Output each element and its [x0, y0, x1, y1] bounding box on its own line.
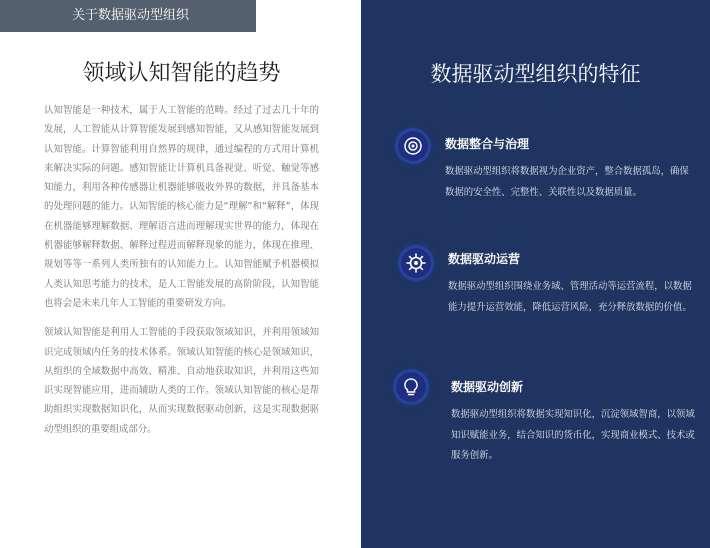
feature-desc: 数据驱动型组织围绕业务域、管理活动等运营流程，以数据能力提升运营效能，降低运营风险，充分释放数据的价值。: [448, 281, 692, 313]
feature-title: 数据整合与治理: [445, 137, 530, 151]
bulb-icon: [396, 372, 426, 402]
left-title: 领域认知智能的趋势: [82, 61, 281, 86]
feature-desc: 数据驱动型组织将数据实现知识化，沉淀领域智商，以领域知识赋能业务，结合知识的货币化，实现商业模式、技术或服务创新。: [451, 409, 695, 461]
left-paragraph-2: 领域认知智能是利用人工智能的手段获取领域知识，并利用领域知识完成领域内任务的技术体系。领域认知智能的核心是领域知识，从组织的全域数据中高效、精准、自动地获取知识，并利用这些知识实现智能应用，进而辅助人类的工作。领域认知智能的核心是帮助组织实现数据知识化，从而实现数据驱动创新，这是实现数据驱动型组织的重要组成部分。: [44, 327, 319, 435]
right-title: 数据驱动型组织的特征: [430, 62, 641, 86]
right-panel: [361, 0, 710, 548]
target-icon: [398, 131, 428, 161]
feature-desc: 数据驱动型组织将数据视为企业资产，整合数据孤岛，确保数据的安全性、完整性、关联性以及数据质量。: [445, 166, 689, 198]
feature-title: 数据驱动运营: [448, 252, 521, 266]
left-paragraph-1: 认知智能是一种技术，属于人工智能的范畴。经过了过去几十年的发展，人工智能从计算智能发展到感知智能，又从感知智能发展到认知智能。计算智能利用自然界的规律，通过编程的方式用计算机来解决实际的问题。感知智能让计算机具备视觉、听觉、触觉等感知能力，利用各种传感器让机器能够吸收外界的数据，并具备基本的处理问题的能力。认知智能的核心能力是“理解”和“解释”，体现在机器能够理解数据、理解语言进而理解现实世界的能力，体现在机器能够解释数据、解释过程进而解释现象的能力，体现在推理、规划等等一系列人类所独有的认知能力上。认知智能赋予机器模拟人类认知思考能力的技术，是人工智能发展的高阶阶段，认知智能也将会是未来几年人工智能的重要研发方向。: [44, 105, 319, 309]
header-tab-title: 关于数据驱动型组织: [72, 8, 190, 23]
gear-icon: [401, 248, 431, 278]
feature-data-integration: [445, 135, 695, 203]
feature-data-innovation: [451, 378, 701, 467]
feature-data-operations: [448, 250, 698, 318]
feature-title: 数据驱动创新: [451, 380, 524, 394]
left-column: [44, 56, 319, 449]
header-tab: [0, 0, 256, 32]
